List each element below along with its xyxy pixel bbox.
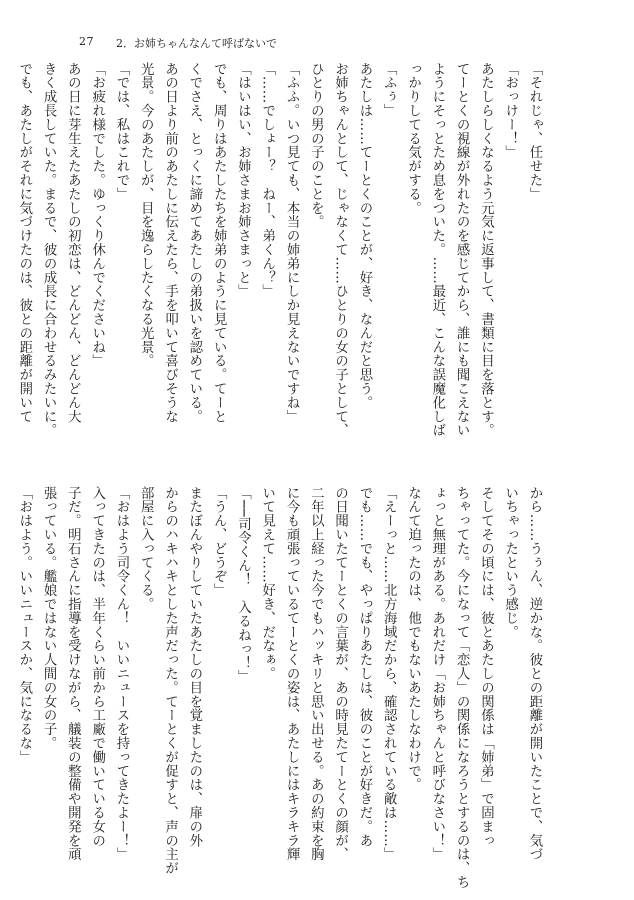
text-line: いちゃったという感じ。 [502, 486, 518, 639]
text-line: 「ふぅ」 [381, 62, 397, 118]
text-line: 二年以上経った今でもハッキリと思い出せる。あの約束を胸 [308, 486, 324, 862]
text-line: ひとりの男の子のことを。 [308, 62, 324, 229]
text-line: でも……でも、やっぱりあたしは、彼のことが好きだ。あ [356, 486, 372, 848]
text-line: なんて迫ったのは、他でもないあたしなわけで。 [405, 486, 421, 792]
text-line: ちゃってた。今になって「恋人」の関係になろうとするのは、ち [454, 486, 470, 890]
text-line: からのハキハキとした声だった。てーとくが促すと、声の主が [162, 486, 178, 876]
text-line: 子だ。明石さんに指導を受けながら、艤装の整備や開発を頑 [65, 486, 81, 862]
text-line: 張っている。艦娘ではない人間の女の子。 [41, 486, 57, 751]
text-line: 「えーっと……北方海域だから、確認されている敵は……」 [381, 486, 397, 862]
text-line: あの日に芽生えたあたしの初恋は、どんどん、どんどん大 [65, 62, 81, 424]
text-block-upper [11, 62, 546, 452]
text-line: 「それじゃ、任せた」 [527, 62, 542, 201]
text-line: 部屋に入ってくる。 [138, 486, 154, 612]
page-number: 27 [79, 35, 94, 48]
text-line: 「……でしょー？ ねー、弟くん？」 [259, 62, 275, 299]
text-line: そしてその頃には、彼とあたしの関係は「姉弟」で固まっ [478, 486, 494, 848]
text-line: あの日より前のあたしに伝えたら、手を叩いて喜びそうな [162, 62, 178, 424]
text-line: きく成長していた。まるで、彼の成長に合わせるみたいに。 [41, 62, 57, 438]
text-line: 「ふふ。いつ見ても、本当の姉弟にしか見えないですね」 [284, 62, 300, 424]
text-line: いて見えて……好き、だなぁ。 [259, 486, 275, 681]
text-line: またぼんやりしていたあたしの目を覚ましたのは、扉の外 [186, 486, 202, 848]
text-line: 「お疲れ様でした。ゆっくり休んでくださいね」 [89, 62, 105, 368]
text-line: ょっと無理がある。あれだけ「お姉ちゃんと呼びなさい！」 [429, 486, 445, 862]
running-head: 2．お姉ちゃんなんて呼ばないで [116, 37, 277, 50]
text-line: あたしらしくなるよう元気に返事して、書類に目を落とす。 [478, 62, 494, 438]
text-line: 「──司令くん！ 入るねっ！」 [235, 486, 251, 684]
text-line: 光景。今のあたしが、目を逸らしたくなる光景。 [138, 62, 154, 368]
text-line: 「うん、どうぞ」 [211, 486, 227, 598]
text-line: お姉ちゃんとして、じゃなくて……ひとりの女の子として、 [332, 62, 348, 438]
text-line: から……うぅん、逆かな。彼との距離が開いたことで、気づ [527, 486, 542, 862]
text-line: でも、周りはあたしたちを姉弟のように見ている。てーと [211, 62, 227, 424]
text-line: てーとくの視線が外れたのを感じてから、誰にも聞こえない [454, 62, 470, 438]
text-line: でも、あたしがそれに気づけたのは、彼との距離が開いて [16, 62, 32, 424]
text-line: ようにそっとため息をついた。……最近、こんな誤魔化しば [429, 62, 445, 438]
text-line: の日聞いたてーとくの言葉が、あの時見たてーとくの顔が、 [332, 486, 348, 862]
text-line: っかりしてる気がする。 [405, 62, 421, 215]
text-line: 「おはよう司令くん！ いいニュースを持ってきたよー！」 [113, 486, 129, 862]
text-line: 入ってきたのは、半年くらい前から工廠で働いている女の [89, 486, 105, 848]
text-line: 「はいはい、お姉さまお姉さまっと」 [235, 62, 251, 299]
text-line: 「おはよう。いいニュースか、気になるな」 [16, 486, 32, 764]
text-block-lower [11, 486, 546, 890]
text-line: くでさえ、とっくに諦めてあたしの弟扱いを認めている。 [186, 62, 202, 424]
text-line: あたしは……てーとくのことが、好き、なんだと思う。 [356, 62, 372, 410]
text-line: に今も頑張っているてーとくの姿は、あたしにはキラキラ輝 [284, 486, 300, 862]
text-line: 「おっけー！」 [502, 62, 518, 160]
text-line: 「では、私はこれで」 [113, 62, 129, 201]
